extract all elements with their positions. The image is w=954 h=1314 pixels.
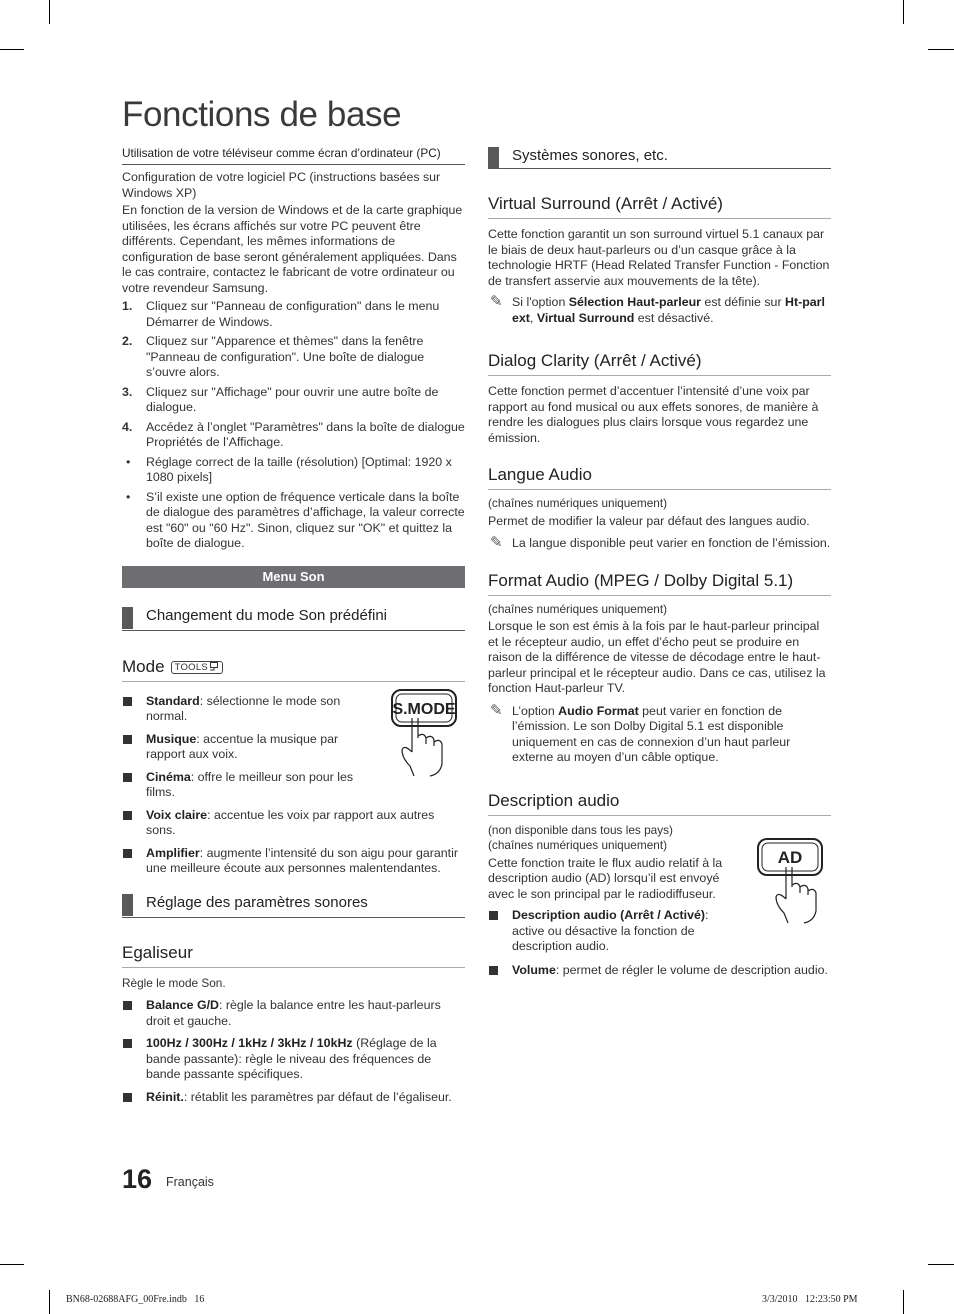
pencil-note-icon: ✎ [490,534,503,551]
description-audio-title: Description audio [488,790,831,816]
note-text: La langue disponible peut varier en fonction de l’émission. [512,536,831,550]
square-bullet-icon [123,1093,132,1102]
tools-return-icon [209,662,219,671]
format-audio-sub: (chaînes numériques uniquement) [488,601,668,616]
step-item [122,299,465,330]
menu-son-bar: Menu Son [122,566,465,588]
sub-heading-text: Changement du mode Son prédéfini [146,606,387,624]
item-desc: : offre le meilleur son pour les films. [146,769,354,799]
item-desc: : rétablit les paramètres par défaut de l’égaliseur. [183,1089,452,1104]
item-term: Voix claire [146,807,208,822]
step-number: 1. [122,299,133,313]
smode-label: S.MODE [392,700,456,718]
eq-item-reinit [122,1090,465,1106]
item-desc: : accentue la musique par rapport aux voix. [146,731,339,761]
item-desc: (Réglage de la bande passante): règle le niveau des fréquences de bande passante spécifiques. [146,1036,437,1081]
square-bullet-icon [489,966,498,975]
note-text: Si l'option [512,295,569,309]
virtual-surround-title: Virtual Surround (Arrêt / Activé) [488,193,831,219]
description-audio-sub-1: (non disponible dans tous les pays) [488,822,673,837]
square-bullet-icon [123,773,132,782]
mode-title [122,656,465,682]
note-text: est définie sur [700,295,786,309]
egaliseur-intro: Règle le mode Son. [122,975,226,990]
crop-mark [49,1290,50,1314]
format-audio-text: Lorsque le son est émis à la fois par le haut-parleur principal et le récepteur audio, un effet d’écho peut se produire en raison de la différence de vitesse de décodage entre le haut-parleur principal et le récepteur audio. Dans ce cas, utilisez la fonction Haut-parleur TV. [488,619,826,695]
item-term: 100Hz / 300Hz / 1kHz / 3kHz / 10kHz [146,1036,353,1050]
dialog-clarity-text: Cette fonction permet d’accentuer l’intensité d’une voix par rapport au fond musical ou aux effets sonores, de manière à rendre les dialogues plus clairs lorsque vous regardez une émission. [488,384,819,445]
crop-mark [0,1264,24,1265]
item-desc: : active ou désactive la fonction de description audio. [512,908,709,953]
sub-heading-sound-settings [122,893,465,918]
sub-heading-text: Réglage des paramètres sonores [146,893,368,911]
item-desc: : permet de régler le volume de description audio. [555,962,828,977]
item-term: Réinit. [146,1089,184,1104]
langue-audio-note [488,536,831,552]
egaliseur-list [122,998,465,1105]
square-bullet-icon [123,735,132,744]
pencil-note-icon: ✎ [490,293,503,310]
pc-steps [122,299,465,451]
note-term: Virtual Surround [536,310,635,325]
format-audio-title: Format Audio (MPEG / Dolby Digital 5.1) [488,570,831,596]
bullet-text: S’il existe une option de fréquence verticale dans la boîte de dialogue des paramètres d’affichage, la valeur correcte est "60" ou "60 Hz". Sinon, cliquez sur "OK" et quittez la boîte de dialogue. [146,489,465,550]
note-term: Sélection Haut-parleur [568,295,701,309]
crop-mark [903,0,904,24]
crop-mark [928,49,954,50]
item-term: Amplifier [146,845,200,860]
item-term: Musique [146,731,197,746]
sub-heading-sound-mode [122,606,465,631]
langue-audio-sub: (chaînes numériques uniquement) [488,496,668,510]
right-column [488,146,831,982]
pc-intro-2: En fonction de la version de Windows et de la carte graphique utilisées, les écrans affichés sur votre PC peuvent être différents. Cependant, les mêmes informations de configuration de base seront généralement appliquées. Dans le cas contraire, contactez le fabricant de votre ordinateur ou votre revendeur Samsung. [122,203,463,295]
crop-mark [928,1264,954,1265]
pc-heading: Utilisation de votre téléviseur comme écran d’ordinateur (PC) [122,146,465,165]
mode-item-amplifier [122,846,465,877]
da-item-toggle [488,908,722,955]
item-term: Volume [512,962,556,977]
crop-mark [903,1290,904,1314]
note-text: peut varier en fonction de l’émission. Le son Dolby Digital 5.1 est disponible uniquement en cas de connexion d’un haut parleur externe au moyen d’un câble optique. [512,703,791,764]
pc-intro-1: Configuration de votre logiciel PC (instructions basées sur Windows XP) [122,170,441,200]
step-item [122,334,465,381]
note-term: Audio Format [558,703,639,718]
langue-audio-title: Langue Audio [488,464,831,490]
note-text: est désactivé. [634,310,714,325]
description-audio-sub-2: (chaînes numériques uniquement) [488,838,668,852]
crop-mark [49,0,50,24]
ad-remote-icon [756,837,828,925]
item-term: Balance G/D [146,998,219,1012]
page-number: 16 [122,1164,153,1194]
tools-badge-label: TOOLS [174,661,209,673]
format-audio-note [488,701,831,766]
section-mark-icon [122,894,133,916]
bullet-item [122,490,465,552]
bullet-item [122,455,465,486]
pencil-note-icon: ✎ [490,701,503,719]
mode-item-cinema [122,770,361,801]
sub-heading-text: Systèmes sonores, etc. [512,147,668,164]
mode-item-voix-claire [122,808,465,839]
virtual-surround-text: Cette fonction garantit un son surround virtuel 5.1 canaux par le biais de deux haut-parleurs ou d’un casque grâce à la technologie HRTF (Head Related Transfer Function - Fonction de transfert asservie aux mouvements de la tête). [488,227,830,288]
smode-remote-icon [390,688,462,778]
page-title: Fonctions de base [122,95,402,134]
sub-heading-sound-systems [488,146,831,169]
item-desc: : accentue les voix par rapport aux autres sons. [146,807,435,837]
mode-title-text: Mode [122,656,165,676]
bullet-dot-icon: • [126,489,131,504]
step-number: 4. [122,419,133,434]
mode-item-musique [122,732,361,763]
dialog-clarity-title: Dialog Clarity (Arrêt / Activé) [488,350,831,376]
egaliseur-title: Egaliseur [122,942,465,968]
step-number: 3. [122,384,133,399]
step-number: 2. [122,334,133,348]
item-desc: : augmente l’intensité du son aigu pour garantir une meilleure écoute aux personnes malentendantes. [146,845,459,875]
page-language: Français [166,1175,214,1189]
bullet-dot-icon: • [126,454,131,469]
square-bullet-icon [123,1001,132,1010]
step-text: Cliquez sur "Panneau de configuration" dans le menu Démarrer de Windows. [146,299,440,329]
item-term: Standard [146,693,200,708]
square-bullet-icon [123,811,132,820]
item-term: Description audio (Arrêt / Activé) [512,908,706,922]
bullet-text: Réglage correct de la taille (résolution) [Optimal: 1920 x 1080 pixels] [146,454,452,484]
tools-badge-icon [171,661,224,674]
slug-date: 3/3/2010 12:23:50 PM [762,1294,858,1305]
mode-item-standard [122,694,361,725]
square-bullet-icon [123,697,132,706]
note-text: L’option [512,703,559,718]
step-item [122,385,465,416]
eq-item-balance [122,998,465,1029]
left-column [122,146,465,1109]
item-desc: : règle la balance entre les haut-parleurs droit et gauche. [146,998,441,1028]
step-text: Accédez à l’onglet "Paramètres" dans la boîte de dialogue Propriétés de l’Affichage. [146,419,465,449]
langue-audio-text: Permet de modifier la valeur par défaut des langues audio. [488,513,810,528]
step-text: Cliquez sur "Apparence et thèmes" dans la fenêtre "Panneau de configuration". Une boîte de dialogue s’ouvre alors. [146,334,425,379]
virtual-surround-note [488,295,831,326]
slug-file: BN68-02688AFG_00Fre.indb 16 [66,1294,205,1305]
ad-label: AD [777,847,803,867]
square-bullet-icon [123,1039,132,1048]
item-term: Cinéma [146,769,191,784]
pc-bullets [122,455,465,552]
eq-item-frequencies [122,1036,465,1083]
item-desc: : sélectionne le mode son normal. [146,693,341,723]
section-mark-icon [122,607,133,629]
da-item-volume [488,963,831,979]
section-mark-icon [488,147,499,169]
crop-mark [0,49,24,50]
description-audio-text: Cette fonction traite le flux audio relatif à la description audio (AD) lorsqu’il est envoyé avec le son principal par le radiodiffuseur. [488,855,723,901]
step-item [122,420,465,451]
note-text: , [529,310,537,325]
square-bullet-icon [489,911,498,920]
step-text: Cliquez sur "Affichage" pour ouvrir une autre boîte de dialogue. [146,384,439,414]
square-bullet-icon [123,849,132,858]
note-term: Ht-parl ext [512,295,825,325]
